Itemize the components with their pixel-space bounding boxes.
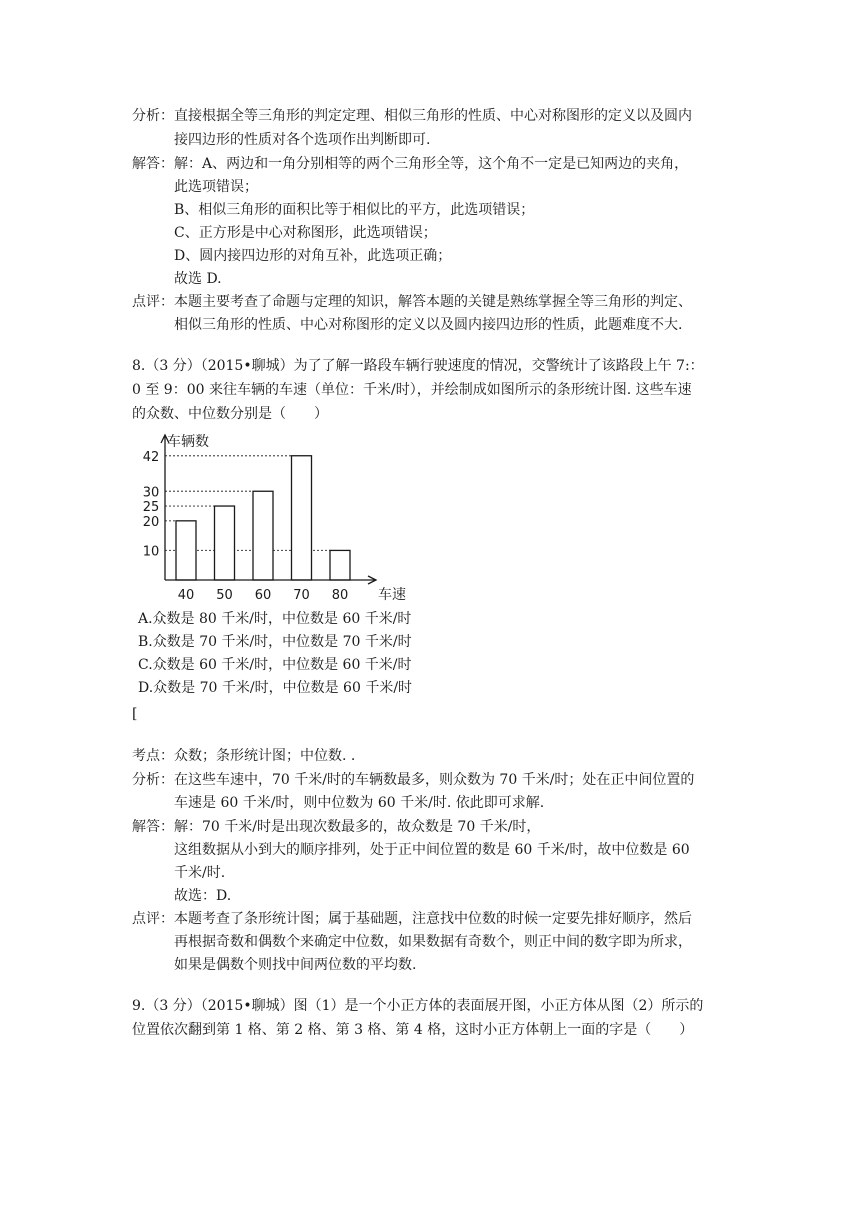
q8-stem-line-3: 的众数、中位数分别是（ ）	[132, 406, 328, 422]
q8-analysis-label: 分析：	[132, 772, 174, 788]
x-tick-label-50: 50	[216, 588, 233, 603]
bar-40	[176, 521, 196, 580]
q8-answer-line-4: 故选：D.	[174, 888, 232, 904]
q8-answer-line-2: 这组数据从小到大的顺序排列，处于正中间位置的数是 60 千米/时，故中位数是 60	[174, 842, 690, 858]
bar-70	[292, 456, 312, 580]
speed-bar-chart	[128, 432, 406, 607]
y-tick-label-20: 20	[142, 514, 160, 530]
q9-stem-line-2: 位置依次翻到第 1 格、第 2 格、第 3 格、第 4 格，这时小正方体朝上一面的字是（ ）	[132, 1022, 694, 1038]
q7-analysis-line-2: 接四边形的性质对各个选项作出判断即可.	[174, 132, 431, 148]
q8-comment-text-1: 本题考查了条形统计图；属于基础题，注意找中位数的时候一定要先排好顺序，然后	[174, 911, 692, 927]
q7-analysis-line-1	[132, 106, 692, 126]
q8-option-d: D.众数是 70 千米/时，中位数是 60 千米/时	[138, 680, 413, 696]
q9-stem-line-1: 9.（3 分）（2015•聊城）图（1）是一个小正方体的表面展开图，小正方体从图（2）所示的	[132, 998, 704, 1014]
x-tick-label-40: 40	[177, 588, 195, 603]
bar-chart-svg	[128, 432, 406, 607]
y-tick-label-10: 10	[142, 544, 160, 560]
q8-analysis-line-2: 车速是 60 千米/时，则中位数为 60 千米/时. 依此即可求解.	[174, 795, 545, 811]
x-tick-label-70: 70	[293, 588, 310, 603]
q8-comment-line-2: 再根据奇数和偶数个来确定中位数，如果数据有奇数个，则正中间的数字即为所求，	[174, 934, 692, 950]
q7-answer-line-4: C、正方形是中心对称图形，此选项错误；	[174, 225, 437, 241]
q8-stem-line-1: 8.（3 分）（2015•聊城）为了了解一路段车辆行驶速度的情况，交警统计了该路段上午 7:：	[132, 358, 704, 374]
x-tick-label-80: 80	[331, 588, 349, 603]
q7-analysis-label: 分析：	[132, 108, 174, 124]
q8-kaodian-line	[132, 746, 355, 766]
q7-analysis-text-1: 直接根据全等三角形的判定定理、相似三角形的性质、中心对称图形的定义以及圆内	[174, 108, 692, 124]
x-axis-title: 车速	[378, 587, 406, 603]
q8-answer-label: 解答：	[132, 819, 174, 835]
q8-kaodian-label: 考点：	[132, 748, 174, 764]
q8-comment-line-3: 如果是偶数个则找中间两位数的平均数.	[174, 957, 417, 973]
q8-analysis-line-1	[132, 770, 694, 790]
bar-50	[215, 506, 235, 580]
q7-answer-label: 解答：	[132, 156, 174, 172]
q8-analysis-text-1: 在这些车速中，70 千米/时的车辆数最多，则众数为 70 千米/时；处在正中间位置的	[174, 772, 695, 788]
q8-option-c: C.众数是 60 千米/时，中位数是 60 千米/时	[138, 657, 412, 673]
y-tick-label-42: 42	[142, 449, 160, 465]
q7-comment-line-1	[132, 292, 692, 312]
q8-comment-label: 点评：	[132, 911, 174, 927]
q7-answer-line-6: 故选 D.	[174, 271, 222, 287]
y-axis-title: 车辆数	[167, 434, 209, 450]
bar-80	[330, 550, 350, 580]
q7-answer-line-3: B、相似三角形的面积比等于相似比的平方，此选项错误；	[174, 202, 535, 218]
bar-60	[253, 491, 273, 580]
q8-kaodian-text: 众数；条形统计图；中位数. .	[174, 748, 356, 764]
q7-answer-line-1	[132, 154, 688, 174]
q8-answer-line-1	[132, 817, 540, 837]
q7-comment-text-1: 本题主要考查了命题与定理的知识，解答本题的关键是熟练掌握全等三角形的判定、	[174, 294, 692, 310]
q7-answer-line-2: 此选项错误；	[174, 179, 258, 195]
y-tick-label-25: 25	[142, 500, 160, 516]
x-tick-label-60: 60	[254, 588, 272, 603]
q8-answer-line-3: 千米/时.	[174, 865, 226, 881]
q8-comment-line-1	[132, 909, 692, 929]
q7-answer-text-1: 解：A、两边和一角分别相等的两个三角形全等，这个角不一定是已知两边的夹角，	[174, 156, 689, 172]
q8-stem-line-2: 0 至 9：00 来往车辆的车速（单位：千米/时），并绘制成如图所示的条形统计图. 这些车速	[132, 382, 692, 398]
q8-option-a: A.众数是 80 千米/时，中位数是 60 千米/时	[138, 611, 412, 627]
q8-bracket: [	[132, 706, 138, 722]
q7-comment-label: 点评：	[132, 294, 174, 310]
q7-answer-line-5: D、圆内接四边形的对角互补，此选项正确；	[174, 248, 452, 264]
y-tick-label-30: 30	[142, 485, 160, 501]
q7-comment-line-2: 相似三角形的性质、中心对称图形的定义以及圆内接四边形的性质，此题难度不大.	[174, 317, 683, 333]
q8-option-b: B.众数是 70 千米/时，中位数是 70 千米/时	[138, 634, 412, 650]
q8-answer-text-1: 解：70 千米/时是出现次数最多的，故众数是 70 千米/时，	[174, 819, 541, 835]
